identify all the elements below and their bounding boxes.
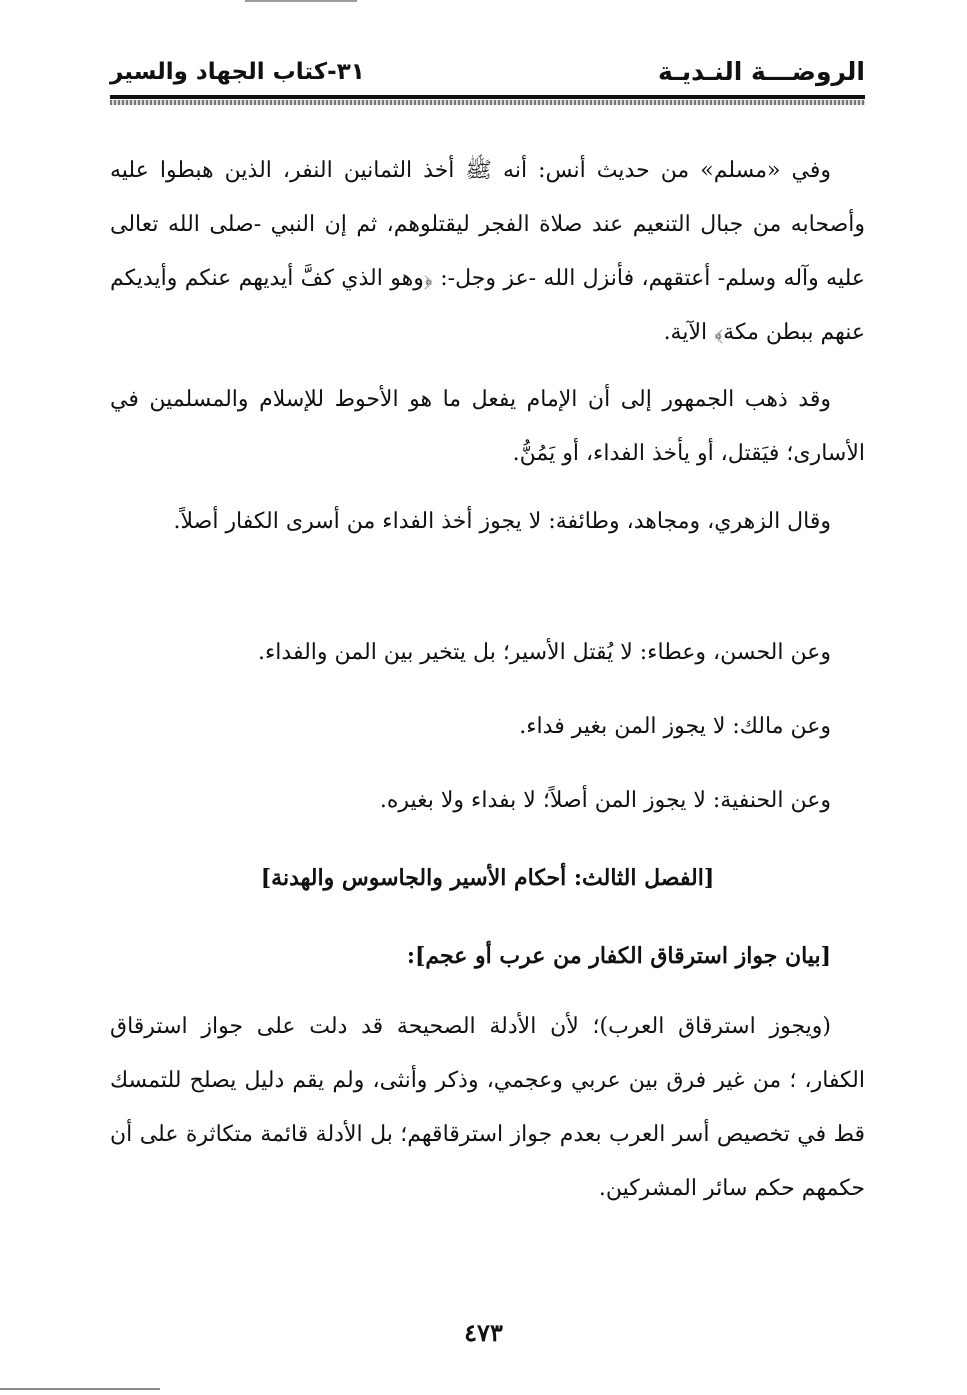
paragraph-hadith-anas: وفي «مسلم» من حديث أنس: أنه ﷺ أخذ الثمانين النفر، الذين هبطوا عليه وأصحابه من جبال التنعيم عند صلاة الفجر ليقتلوهم، ثم إن النبي -صلى الله تعالى عليه وآله وسلم- أعتقهم، فأنزل الله -عز وجل-: ﴿وهو الذي كفَّ أيديهم عنكم وأيديكم عنهم ببطن مكة﴾ الآية. [110, 158, 865, 345]
page-number: ٤٧٣ [464, 1318, 503, 1347]
scan-mark-bottom [0, 1388, 160, 1390]
paragraph-malik-view: وعن مالك: لا يجوز المن بغير فداء. [519, 714, 831, 739]
paragraph-hanafi-view: وعن الحنفية: لا يجوز المن أصلاً؛ لا بفداء ولا بغيره. [379, 788, 831, 813]
paragraph-majority-view: وقد ذهب الجمهور إلى أن الإمام يفعل ما هو الأحوط للإسلام والمسلمين في الأسارى؛ فيَقتل، أو يأخذ الفداء، أو يَمُنُّ. [110, 387, 865, 466]
paragraph-hasan-ata-view: وعن الحسن، وعطاء: لا يُقتل الأسير؛ بل يتخير بين المن والفداء. [257, 640, 831, 665]
section-heading: [الفصل الثالث: أحكام الأسير والجاسوس والهدنة] [260, 865, 715, 891]
scan-mark-top [245, 0, 357, 2]
header-rule-pattern [110, 100, 865, 105]
chapter-title: ٣١-كتاب الجهاد والسير [110, 59, 365, 85]
book-title: الروضـــة النـديـة [658, 57, 865, 86]
header-rule [110, 95, 865, 99]
subsection-heading: [بيان جواز استرقاق الكفار من عرب أو عجم]: [406, 943, 831, 969]
paragraph-arab-enslavement: (ويجوز استرقاق العرب)؛ لأن الأدلة الصحيحة قد دلت على جواز استرقاق الكفار، ؛ من غير فرق بين عربي وعجمي، وذكر وأنثى، ولم يقم دليل يصلح للتمسك قط في تخصيص أسر العرب بعدم جواز استرقاقهم؛ بل الأدلة قائمة متكاثرة على أن حكمهم حكم سائر المشركين. [110, 1014, 865, 1201]
paragraph-zuhri-view: وقال الزهري، ومجاهد، وطائفة: لا يجوز أخذ الفداء من أسرى الكفار أصلاً. [173, 509, 831, 534]
page-header [110, 55, 865, 105]
